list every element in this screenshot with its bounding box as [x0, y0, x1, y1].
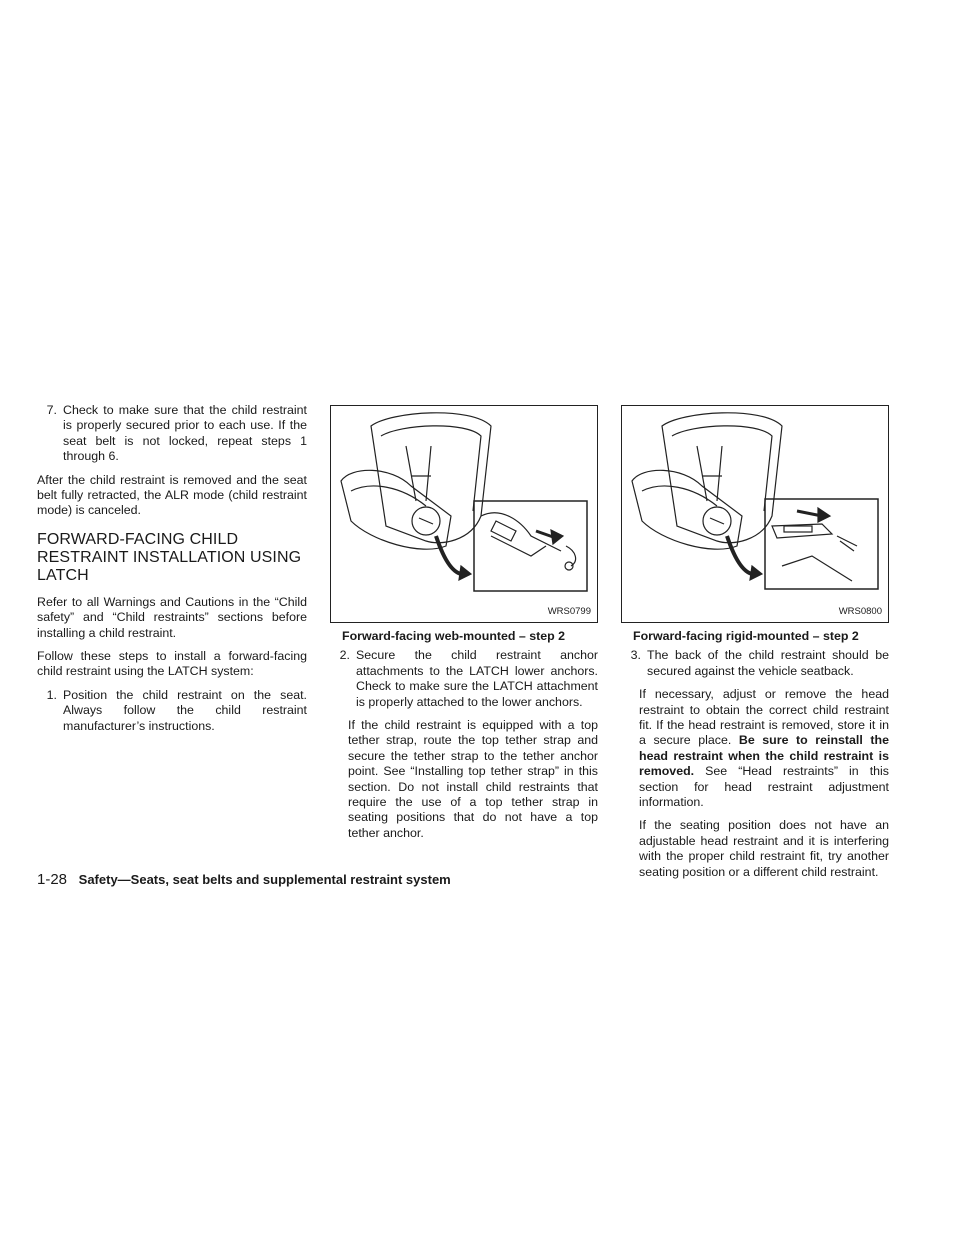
step-number: 1. — [46, 687, 57, 702]
paragraph-head-restraint — [621, 687, 889, 810]
page-number: 1-28 — [37, 871, 68, 888]
step-text: Position the child restraint on the seat. Always follow the child restraint manufacturer’s instructions. — [63, 687, 307, 733]
paragraph-top-tether: If the child restraint is equipped with a top tether strap, route the top tether strap and secure the tether strap to the tether anchor point. See “Installing top tether strap” in this section. Do not install child restraints that require the use of a top tether strap in seating positions that do not have a top tether anchor. — [348, 718, 598, 840]
column-left — [37, 403, 307, 742]
section-heading: FORWARD-FACING CHILD RESTRAINT INSTALLATION USING LATCH — [37, 530, 302, 584]
chapter-title: Safety—Seats, seat belts and supplemental restraint system — [78, 872, 451, 887]
figure-caption: Forward-facing rigid-mounted – step 2 — [633, 629, 859, 643]
column-right — [621, 405, 889, 888]
figure-web-mounted — [330, 405, 598, 623]
step-number: 7. — [46, 403, 57, 417]
paragraph-follow-steps: Follow these steps to install a forward-facing child restraint using the LATCH system: — [37, 649, 307, 679]
text-segment: See “Head restraints” in this section for head restraint adjustment information. — [639, 764, 889, 810]
child-seat-illustration — [622, 406, 890, 624]
step-number: 2. — [339, 648, 350, 663]
step-number: 3. — [630, 648, 641, 663]
page-footer — [37, 871, 451, 888]
bold-warning: Be sure to reinstall the head restraint when the child restraint is removed. — [639, 733, 889, 779]
paragraph-refer-warnings: Refer to all Warnings and Cautions in the “Child safety” and “Child restraints” sections before installing a child restraint. — [37, 594, 307, 640]
paragraph-alr-canceled: After the child restraint is removed and the seat belt fully retracted, the ALR mode (child restraint mode) is canceled. — [37, 472, 307, 518]
step-text: Check to make sure that the child restraint is properly secured prior to each use. If the seat belt is not locked, repeat steps 1 through 6. — [63, 403, 307, 464]
figure-code: WRS0799 — [547, 605, 591, 617]
figure-rigid-mounted — [621, 405, 889, 623]
child-seat-illustration — [331, 406, 599, 624]
list-item-step-1 — [37, 688, 307, 734]
paragraph-alternate-position: If the seating position does not have an adjustable head restraint and it is interfering with the proper child restraint fit, try another seating position or a different child restraint. — [639, 818, 889, 879]
figure-caption: Forward-facing web-mounted – step 2 — [342, 629, 566, 643]
figure-code: WRS0800 — [838, 605, 882, 617]
text-segment: If necessary, adjust or remove the head restraint to obtain the correct child restraint fit. If the head restraint is removed, store it in a secure place. — [639, 687, 889, 748]
step-text: Secure the child restraint anchor attachments to the LATCH lower anchors. Check to make sure the LATCH attachment is properly attached to the lower anchors. — [356, 648, 598, 709]
list-item-step-2 — [330, 648, 598, 710]
list-item-step-3 — [621, 648, 889, 679]
list-item-step-7 — [37, 403, 307, 465]
step-text: The back of the child restraint should be secured against the vehicle seatback. — [647, 648, 889, 678]
column-middle — [330, 405, 598, 849]
